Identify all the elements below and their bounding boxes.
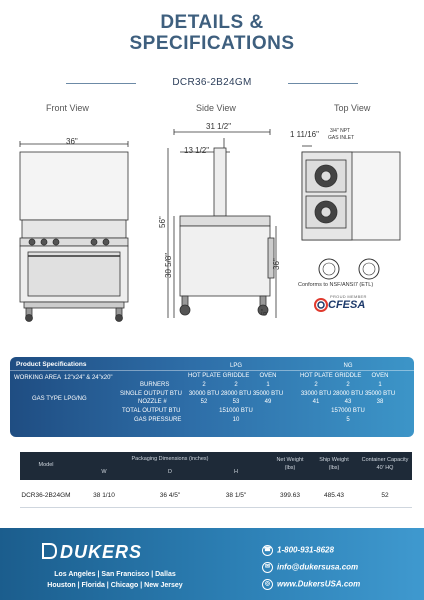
lpg-burners-hotplate: 2 (202, 382, 206, 388)
page-title (0, 12, 424, 54)
header-model: Model (38, 462, 54, 468)
ng-nozzle-oven: 38 (376, 399, 384, 405)
lpg-burners-griddle: 2 (234, 382, 238, 388)
email-icon: ✉ (262, 562, 273, 573)
cell-w: 38 1/10 (93, 492, 115, 499)
lpg-total-output: 151000 BTU (219, 408, 253, 414)
ng-output-griddle: 28000 BTU (332, 391, 364, 397)
top-offset-dim: 1 11/16" (290, 130, 319, 139)
model-number: DCR36-2B24GM (172, 77, 252, 88)
height-36-dim: 36" (272, 258, 281, 270)
phone-contact[interactable] (262, 545, 334, 556)
npt-label-line-1: 3/4" NPT (330, 128, 351, 134)
lpg-col-griddle: GRIDDLE (222, 373, 250, 379)
gas-type-value: LPG/NG (64, 396, 87, 402)
website-url: www.DukersUSA.com (277, 579, 361, 589)
globe-icon: ◎ (262, 579, 273, 590)
ng-output-oven: 35000 BTU (364, 391, 396, 397)
ng-col-oven: OVEN (371, 373, 389, 379)
product-specifications (10, 357, 414, 437)
spec-ng-label: NG (343, 363, 353, 369)
side-inner-dim: 13 1/2" (184, 146, 210, 155)
nozzle-label: NOZZLE # (138, 399, 167, 405)
cfesa-icon (314, 298, 328, 317)
website-contact[interactable] (262, 579, 360, 590)
lpg-col-hotplate: HOT PLATE (188, 373, 221, 379)
ng-burners-oven: 1 (378, 382, 382, 388)
csa-sanitation-icon (318, 258, 340, 285)
ng-output-hotplate: 33000 BTU (300, 391, 332, 397)
title-line-2: SPECIFICATIONS (129, 33, 295, 54)
leg-height-dim: 6" (260, 308, 269, 316)
spec-band-line (10, 370, 414, 371)
ng-total-output: 157000 BTU (331, 408, 365, 414)
front-width-dim: 36" (66, 137, 78, 146)
cell-model: DCR36-2B24GM (21, 492, 71, 499)
cities-line-1: Los Angeles | San Francisco | Dallas (54, 571, 176, 578)
spec-heading: Product Specifications (16, 361, 87, 368)
cities-list (30, 569, 200, 591)
lpg-output-oven: 35000 BTU (252, 391, 284, 397)
burners-label: BURNERS (140, 382, 170, 388)
phone-icon: ☎ (262, 545, 273, 556)
lpg-nozzle-oven: 49 (264, 399, 272, 405)
ng-nozzle-griddle: 43 (344, 399, 352, 405)
working-area-value: 12"x24" & 24"x20" (64, 375, 113, 381)
phone-number: 1-800-931-8628 (277, 545, 334, 555)
cell-net-weight: 399.63 (280, 492, 300, 499)
side-depth-dim: 31 1/2" (206, 122, 232, 131)
title-line-1: DETAILS & (160, 12, 264, 33)
email-contact[interactable] (262, 562, 358, 573)
model-heading (66, 76, 358, 90)
output-label: SINGLE OUTPUT BTU (120, 391, 182, 397)
header-pack-dims: Packaging Dimensions (inches) (131, 456, 209, 462)
cell-container: 52 (381, 492, 389, 499)
spec-lpg-label: LPG (229, 363, 242, 369)
table-row (20, 482, 412, 508)
divider-right (288, 83, 358, 84)
gas-pressure-label: GAS PRESSURE (134, 417, 182, 423)
header-ship-unit: (lbs) (328, 465, 340, 471)
cell-d: 36 4/5" (159, 492, 181, 499)
side-view-drawing (164, 128, 284, 324)
height-work-dim: 30 5/8" (164, 252, 173, 278)
email-address: info@dukersusa.com (277, 562, 359, 572)
cfesa-member-label: PROUD MEMBER (330, 294, 367, 299)
cities-line-2: Houston | Florida | Chicago | New Jersey (47, 582, 183, 589)
header-container-unit: 40' HQ (376, 465, 394, 471)
brand-name: DUKERS (60, 542, 143, 562)
cfesa-logo-text: CFESA (328, 299, 366, 311)
gas-type-label: GAS TYPE (32, 396, 62, 402)
lpg-col-oven: OVEN (259, 373, 277, 379)
header-ship-weight: Ship Weight (319, 457, 349, 463)
ng-nozzle-hotplate: 41 (312, 399, 320, 405)
height-total-dim: 56" (158, 216, 167, 228)
dukers-logo-icon (40, 542, 58, 560)
front-view-label: Front View (46, 103, 89, 113)
lpg-gas-pressure: 10 (232, 417, 240, 423)
ng-col-griddle: GRIDDLE (334, 373, 362, 379)
lpg-burners-oven: 1 (266, 382, 270, 388)
header-net-unit: (lbs) (284, 465, 296, 471)
total-output-label: TOTAL OUTPUT BTU (122, 408, 181, 414)
header-w: W (101, 469, 107, 475)
cell-ship-weight: 485.43 (324, 492, 344, 499)
front-view-drawing (18, 140, 130, 322)
conforms-text: Conforms to NSF/ANSI7 (ETL) (298, 282, 374, 288)
ng-burners-hotplate: 2 (314, 382, 318, 388)
side-view-label: Side View (196, 103, 236, 113)
cell-h: 38 1/5" (225, 492, 247, 499)
lpg-nozzle-griddle: 53 (232, 399, 240, 405)
top-view-label: Top View (334, 103, 371, 113)
ng-burners-griddle: 2 (346, 382, 350, 388)
top-view-drawing (298, 140, 402, 244)
header-net-weight: Net Weight (276, 457, 304, 463)
packaging-header (20, 452, 412, 480)
working-area-label: WORKING AREA (14, 375, 62, 381)
npt-label-line-2: GAS INLET (328, 135, 355, 141)
lpg-nozzle-hotplate: 52 (200, 399, 208, 405)
lpg-output-griddle: 28000 BTU (220, 391, 252, 397)
csa-us-icon (358, 258, 380, 285)
header-h: H (234, 469, 238, 475)
lpg-output-hotplate: 30000 BTU (188, 391, 220, 397)
header-d: D (168, 469, 172, 475)
footer (0, 528, 424, 600)
ng-gas-pressure: 5 (346, 417, 350, 423)
ng-col-hotplate: HOT PLATE (300, 373, 333, 379)
header-container: Container Capacity (361, 457, 409, 463)
